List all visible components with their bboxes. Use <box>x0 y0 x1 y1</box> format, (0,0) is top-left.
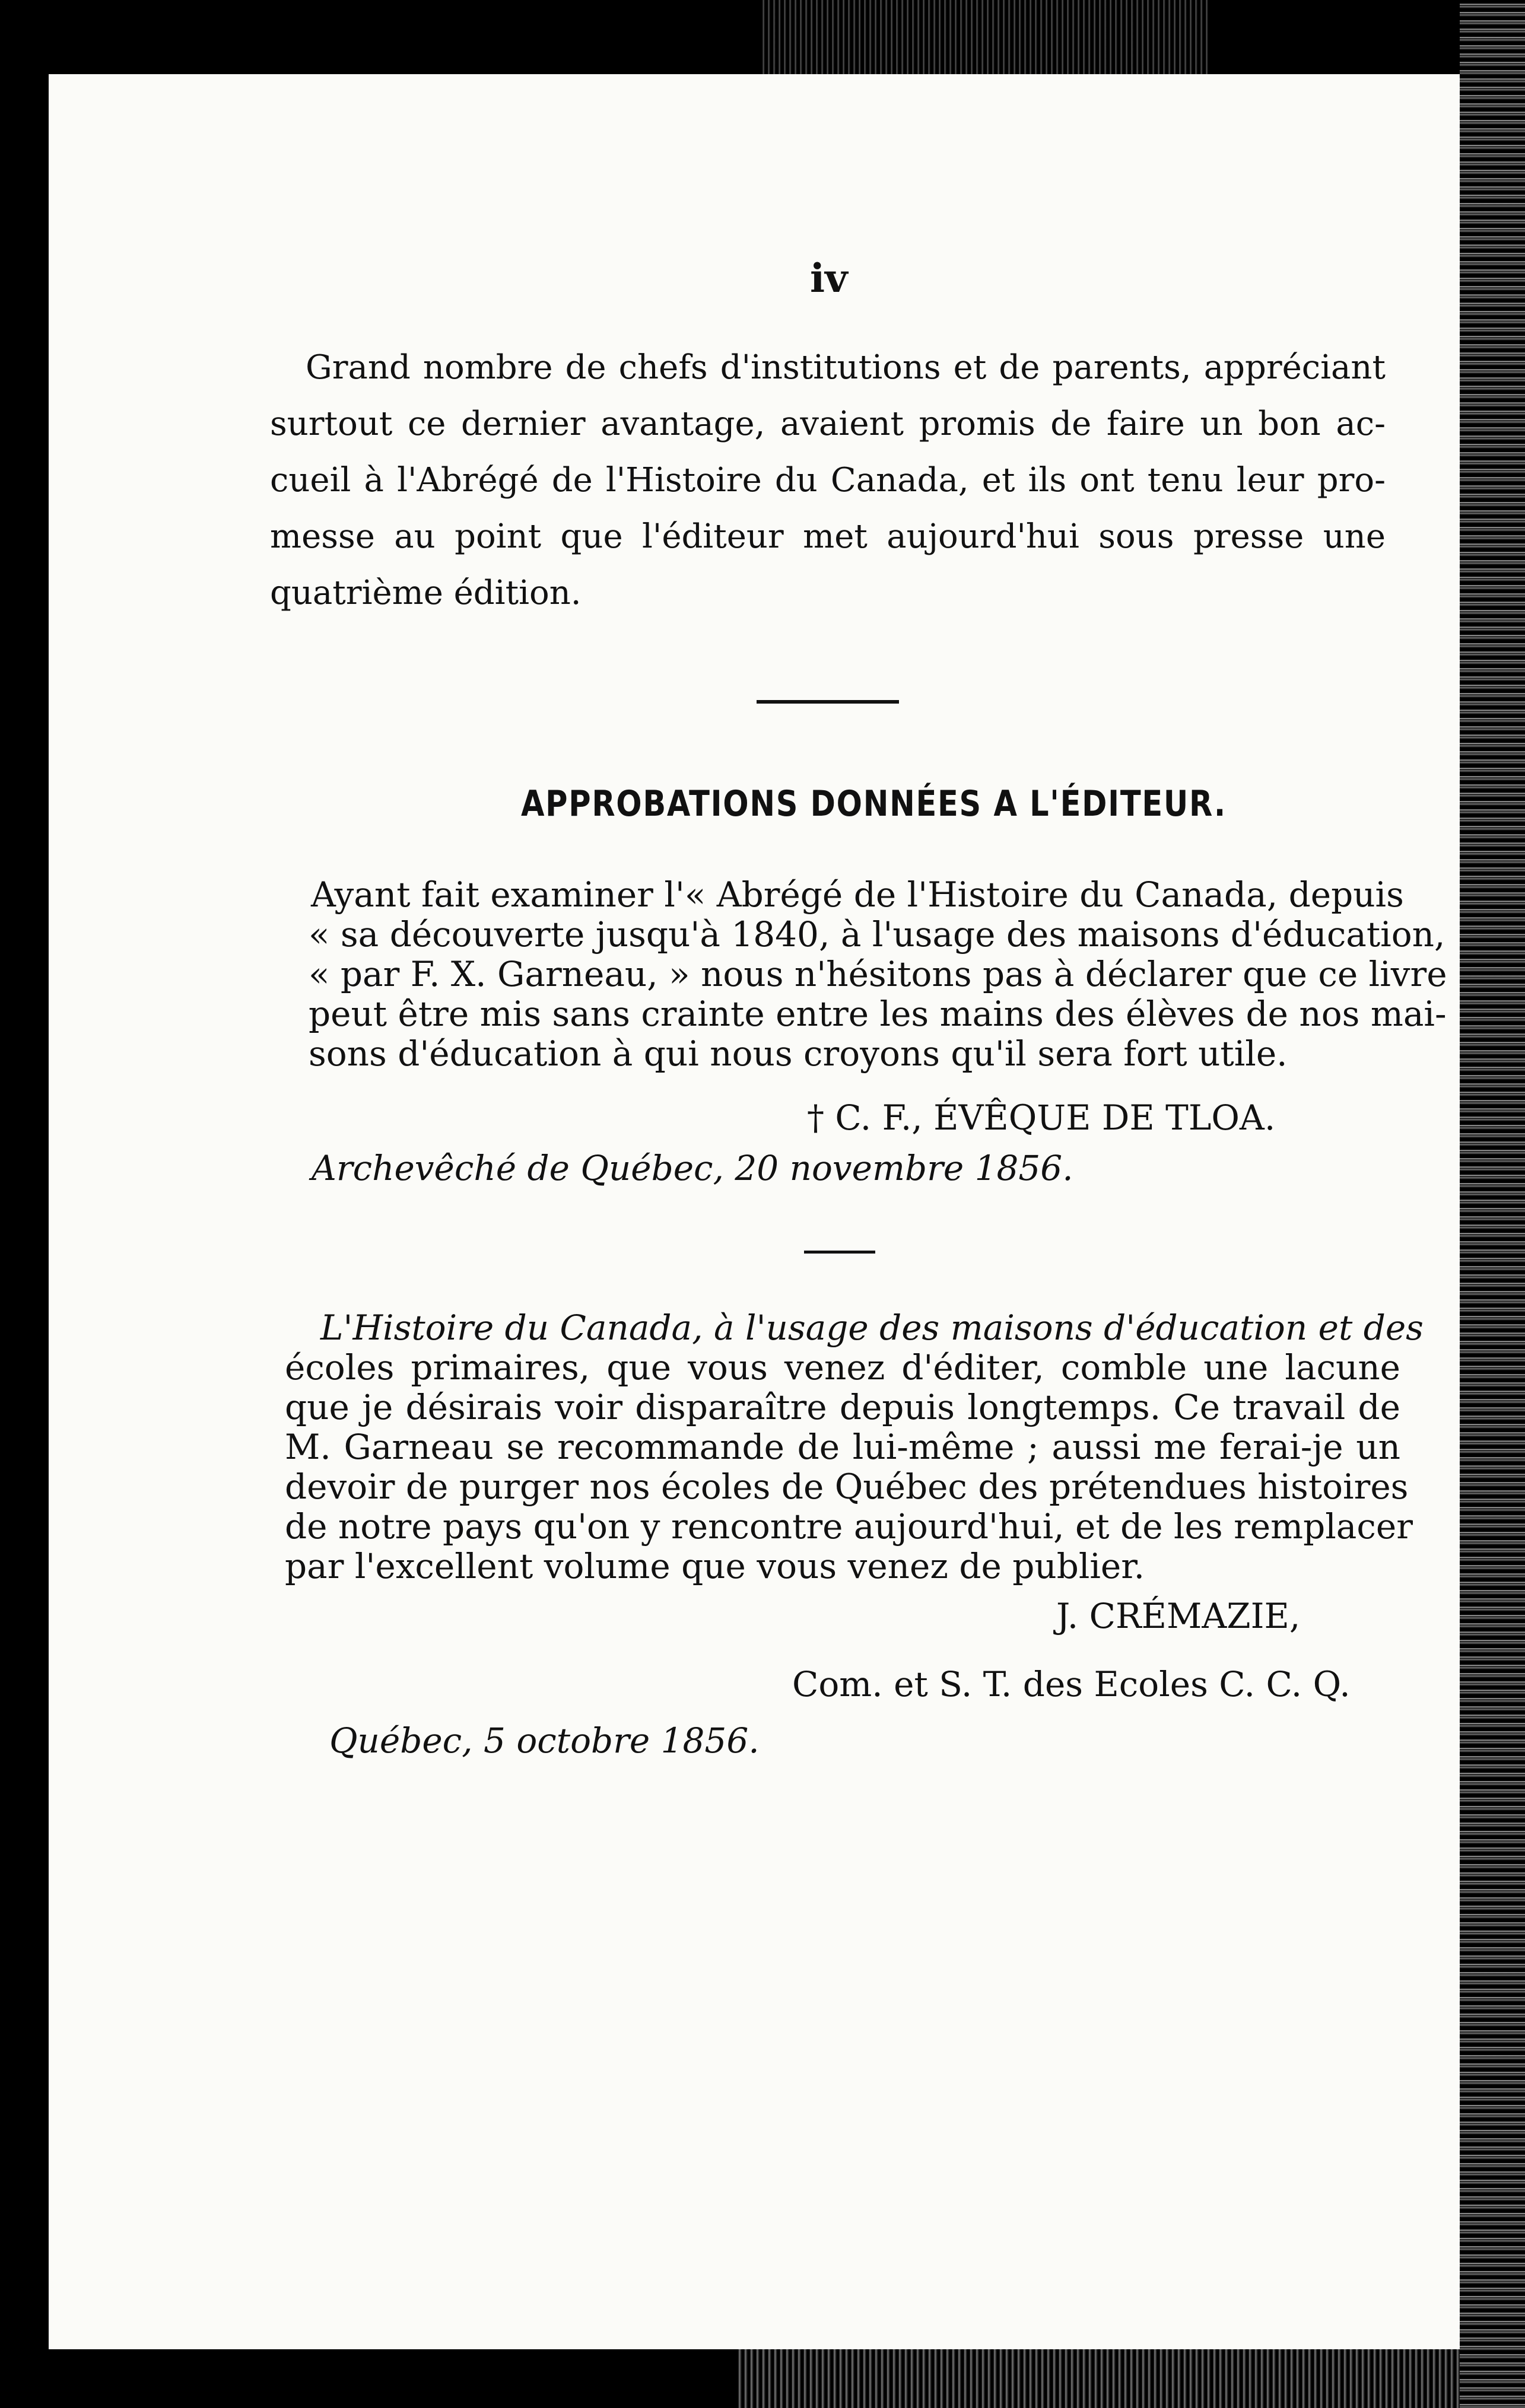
approval1-line: sons d'éducation à qui nous croyons qu'il sera fort utile. <box>309 1033 1288 1074</box>
intro-line: Grand nombre de chefs d'institutions et de parents, appréciant <box>306 348 1386 387</box>
approval2-line: L'Histoire du Canada, à l'usage des maisons d'éducation et des <box>320 1308 1424 1348</box>
approval1-line: peut être mis sans crainte entre les mains des élèves de nos mai- <box>309 994 1447 1034</box>
intro-paragraph <box>270 339 1386 621</box>
approval2-signatory-title: Com. et S. T. des Ecoles C. C. Q. <box>792 1664 1351 1704</box>
intro-line: cueil à l'Abrégé de l'Histoire du Canada, et ils ont tenu leur pro- <box>270 461 1386 500</box>
approval1-line: Ayant fait examiner l'« Abrégé de l'Histoire du Canada, depuis <box>311 874 1404 915</box>
approval-paragraph-1 <box>309 874 1447 1074</box>
approval1-place-date: Archevêché de Québec, 20 novembre 1856. <box>312 1148 1073 1188</box>
approval2-line: de notre pays qu'on y rencontre aujourd'hui, et de les remplacer <box>285 1506 1413 1547</box>
approval2-line: que je désirais voir disparaître depuis longtemps. Ce travail de <box>285 1387 1400 1427</box>
intro-line: messe au point que l'éditeur met aujourd'hui sous presse une <box>270 517 1386 556</box>
approval2-line: par l'excellent volume que vous venez de publier. <box>285 1546 1145 1586</box>
approval1-line: « sa découverte jusqu'à 1840, à l'usage des maisons d'éducation, <box>309 914 1445 955</box>
approval-paragraph-2 <box>285 1308 1424 1586</box>
scan-edge-top <box>760 0 1211 74</box>
section-heading: APPROBATIONS DONNÉES A L'ÉDITEUR. <box>521 783 1227 825</box>
scan-edge-bottom <box>736 2349 1460 2408</box>
approval2-place-date: Québec, 5 octobre 1856. <box>329 1720 760 1761</box>
approval1-line: « par F. X. Garneau, » nous n'hésitons pas à déclarer que ce livre <box>309 954 1447 994</box>
section-divider <box>757 700 899 704</box>
approval2-signature: J. CRÉMAZIE, <box>1056 1596 1301 1636</box>
section-divider-short <box>804 1251 875 1254</box>
intro-line: quatrième édition. <box>270 574 582 612</box>
approval2-line: devoir de purger nos écoles de Québec des prétendues histoires <box>285 1467 1409 1507</box>
intro-line: surtout ce dernier avantage, avaient promis de faire un bon ac- <box>270 405 1386 443</box>
scan-edge-right <box>1460 0 1525 2408</box>
approval2-line: écoles primaires, que vous venez d'éditer, comble une lacune <box>285 1347 1400 1388</box>
approval2-line: M. Garneau se recommande de lui-même ; aussi me ferai-je un <box>285 1427 1400 1467</box>
approval1-signature: † C. F., ÉVÊQUE DE TLOA. <box>807 1098 1276 1138</box>
page-number: iv <box>810 255 848 301</box>
